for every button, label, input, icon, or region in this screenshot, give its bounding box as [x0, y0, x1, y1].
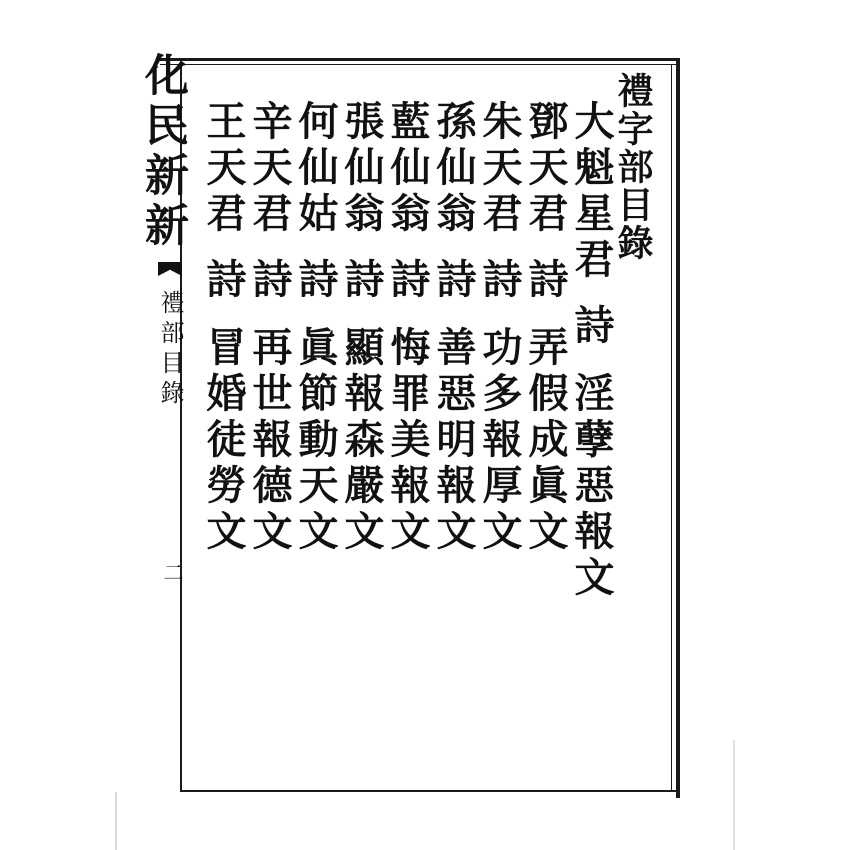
genre-label: 詩 [200, 258, 247, 304]
genre-label: 詩 [522, 258, 569, 304]
deity-name: 孫仙翁 [430, 100, 477, 238]
genre-label: 詩 [476, 258, 523, 304]
toc-entry [430, 100, 476, 556]
toc-heading: 禮字部目錄 [612, 72, 654, 262]
work-title: 悔罪美報文 [384, 326, 431, 556]
frame-right-inner-rule [671, 64, 672, 792]
margin-page-number: 二 [160, 562, 184, 584]
work-title: 善惡明報文 [430, 326, 477, 556]
frame-top-rule [160, 58, 680, 61]
deity-name: 大魁星君 [568, 100, 615, 284]
genre-label: 詩 [246, 258, 293, 304]
genre-label: 詩 [292, 258, 339, 304]
scan-edge-left [115, 792, 117, 850]
toc-entry [568, 100, 614, 602]
genre-label: 詩 [384, 258, 431, 304]
deity-name: 藍仙翁 [384, 100, 431, 238]
margin-book-title: 化民新新 [137, 52, 188, 252]
frame-right-rule [676, 58, 680, 798]
toc-entry [292, 100, 338, 556]
toc-entry [476, 100, 522, 556]
work-title: 冒婚徒勞文 [200, 326, 247, 556]
deity-name: 張仙翁 [338, 100, 385, 238]
toc-entry [200, 100, 246, 556]
work-title: 弄假成眞文 [522, 326, 569, 556]
frame-top-inner-rule [160, 64, 680, 65]
genre-label: 詩 [338, 258, 385, 304]
margin-section-label: 禮部目錄 [156, 290, 184, 410]
genre-label: 詩 [568, 304, 615, 350]
fish-tail-mark [158, 262, 182, 276]
toc-entry [384, 100, 430, 556]
scan-edge-right [733, 740, 735, 850]
toc-entry [338, 100, 384, 556]
work-title: 功多報厚文 [476, 326, 523, 556]
toc-entry [522, 100, 568, 556]
work-title: 再世報德文 [246, 326, 293, 556]
deity-name: 何仙姑 [292, 100, 339, 238]
deity-name: 鄧天君 [522, 100, 569, 238]
genre-label: 詩 [430, 258, 477, 304]
work-title: 眞節動天文 [292, 326, 339, 556]
deity-name: 朱天君 [476, 100, 523, 238]
toc-entry [246, 100, 292, 556]
work-title: 淫孽惡報文 [568, 372, 615, 602]
frame-bottom-rule [180, 790, 676, 792]
deity-name: 辛天君 [246, 100, 293, 238]
deity-name: 王天君 [200, 100, 247, 238]
work-title: 顯報森嚴文 [338, 326, 385, 556]
